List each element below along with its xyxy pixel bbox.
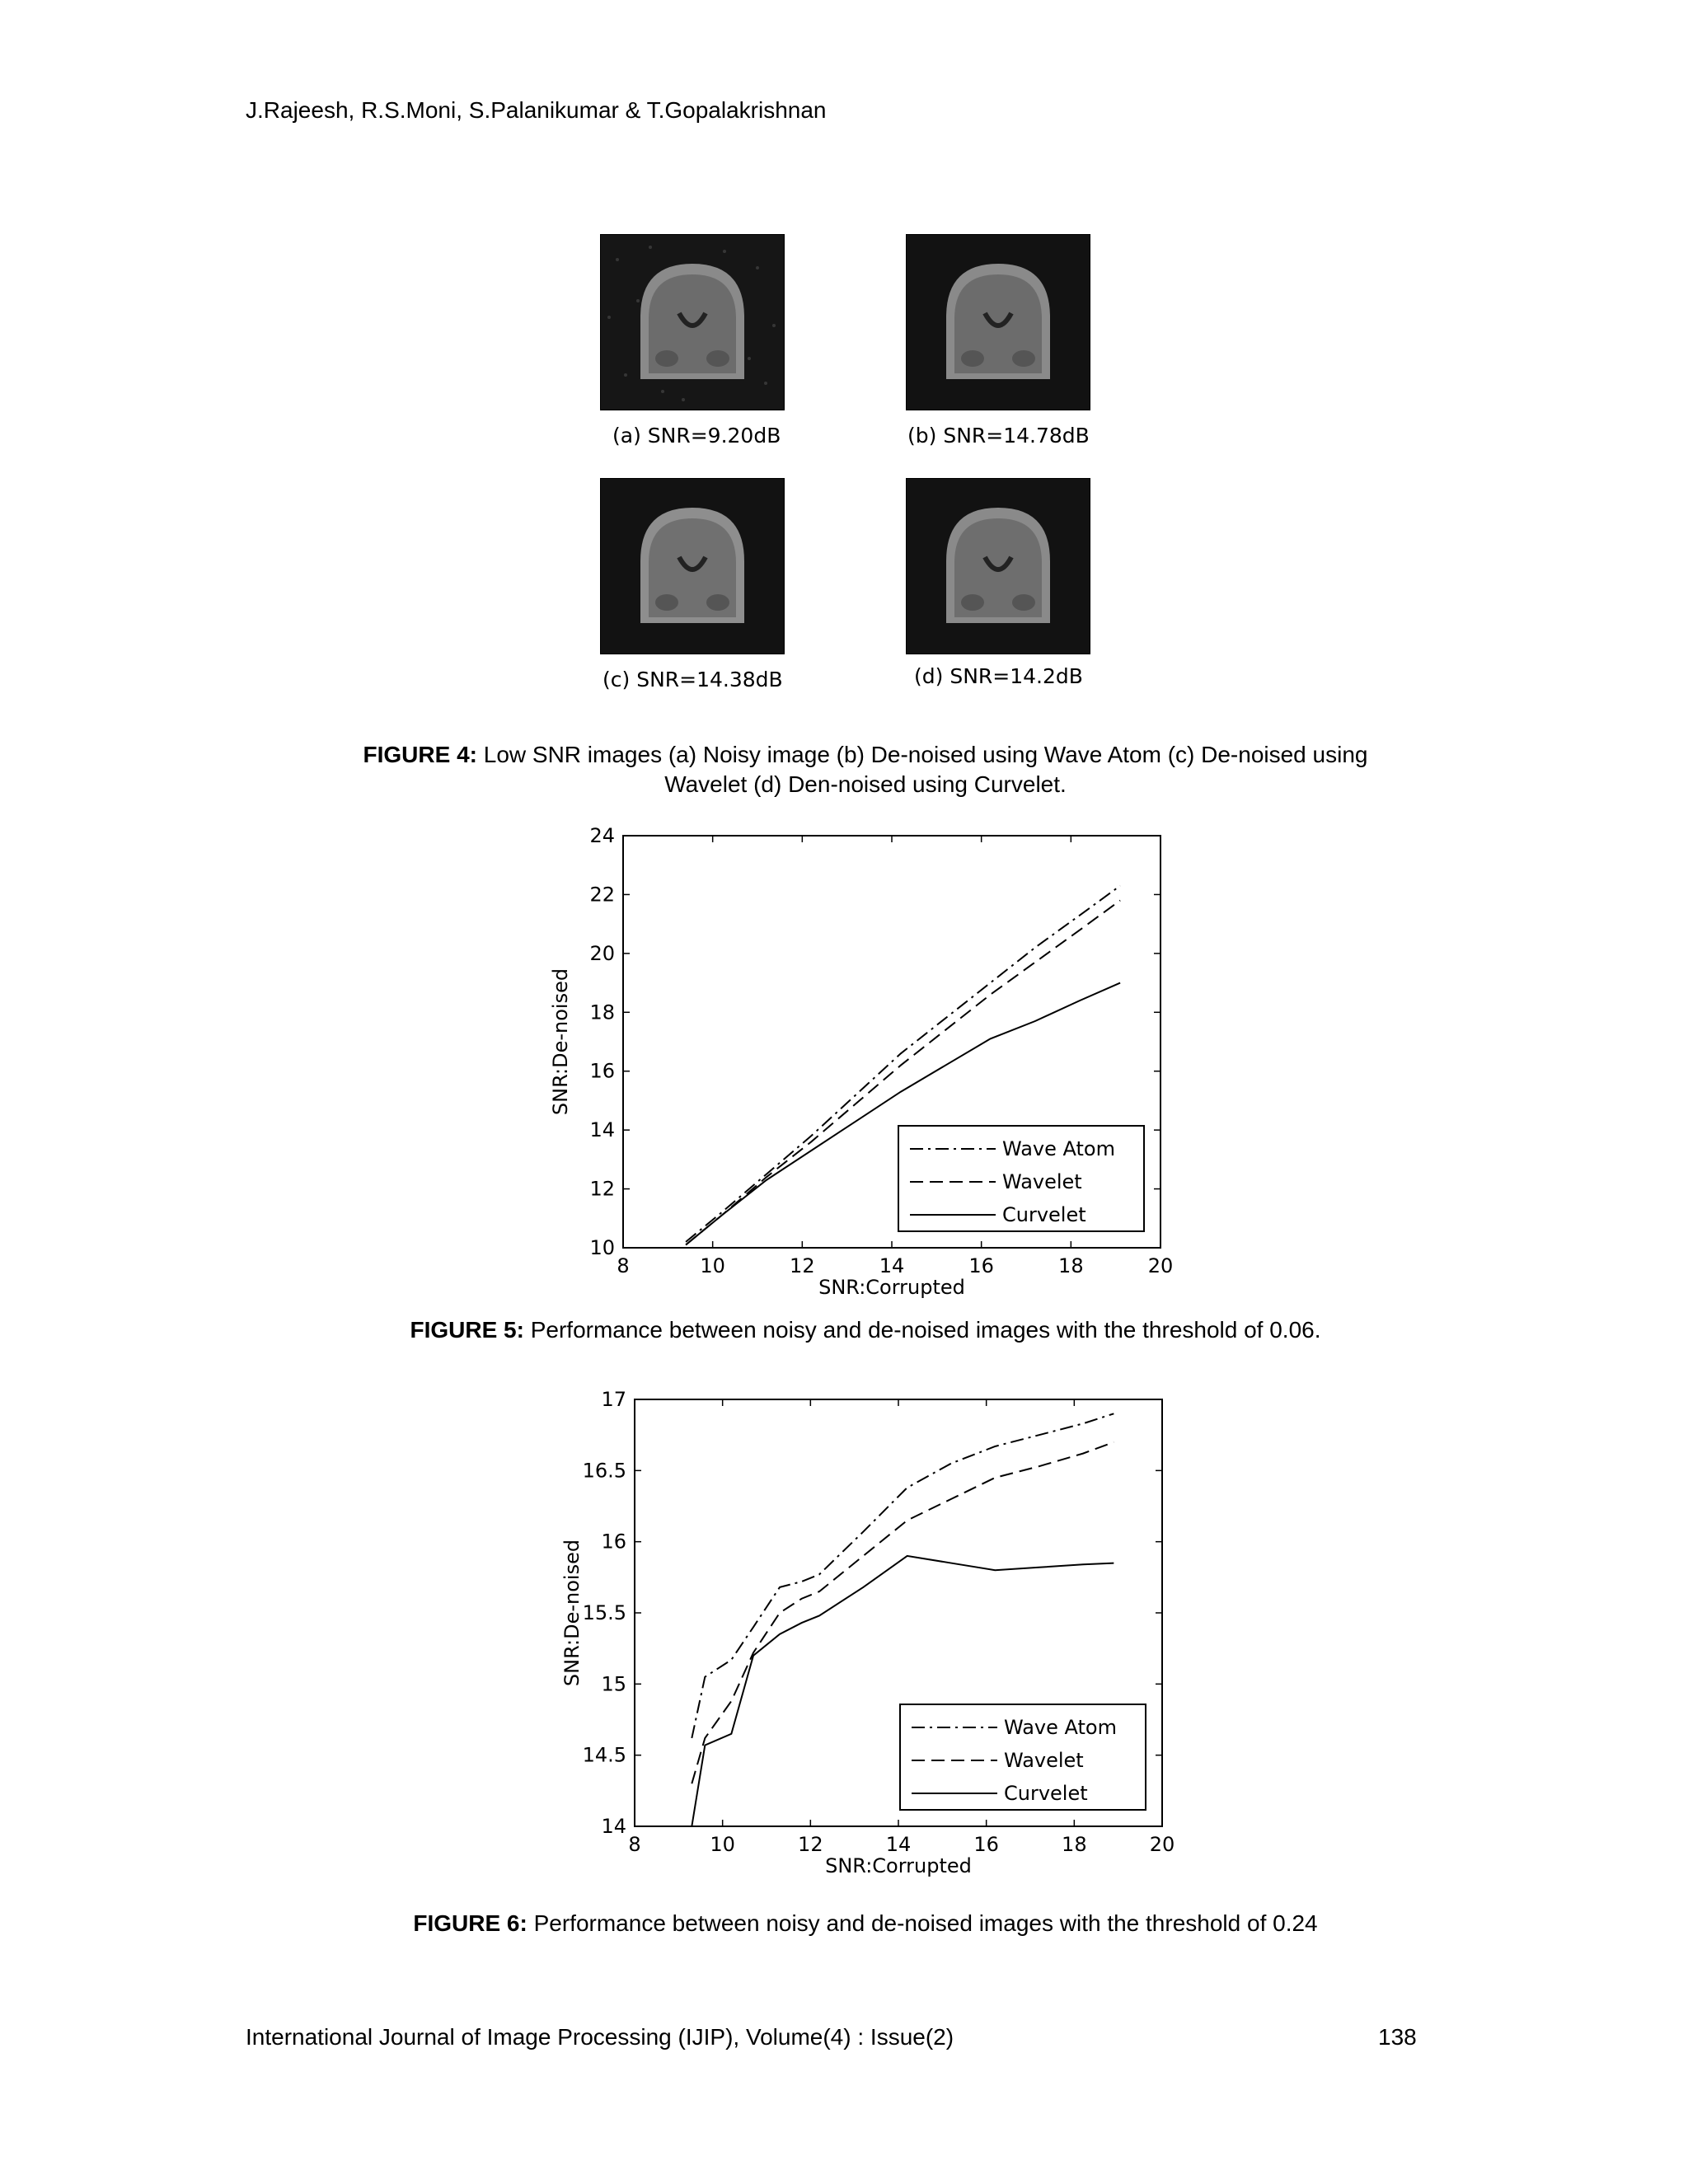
x-tick-label: 12: [798, 1833, 823, 1856]
page-header-authors: J.Rajeesh, R.S.Moni, S.Palanikumar & T.Gopalakrishnan: [246, 97, 827, 123]
y-tick-label: 12: [589, 1177, 615, 1201]
figure-5-caption-text: Performance between noisy and de-noised images with the threshold of 0.06.: [523, 1317, 1321, 1343]
figure-6-chart: [528, 1385, 1203, 1896]
y-tick-label: 24: [589, 824, 615, 847]
x-tick-label: 20: [1147, 1254, 1174, 1277]
x-axis-label: SNR:Corrupted: [825, 1854, 972, 1877]
panel-label-a: (a) SNR=9.20dB: [612, 424, 781, 448]
figure-5-chart-svg: [528, 816, 1203, 1310]
figure-6-caption-label: FIGURE 6:: [413, 1910, 528, 1936]
y-tick-label: 15.5: [582, 1601, 626, 1624]
y-axis-label: SNR:De-noised: [560, 1539, 584, 1687]
y-tick-label: 16: [589, 1059, 615, 1083]
footer-journal: International Journal of Image Processing (IJIP), Volume(4) : Issue(2): [246, 2024, 954, 2050]
figure-5-caption-label: FIGURE 5:: [410, 1317, 524, 1343]
brain-scan-image: [601, 235, 784, 410]
figure-4-caption-text-2: Wavelet (d) Den-noised using Curvelet.: [664, 771, 1067, 798]
figure-6-caption: [313, 1909, 1418, 1938]
x-tick-label: 14: [879, 1254, 905, 1277]
legend-label: Wave Atom: [1002, 1137, 1115, 1160]
x-tick-label: 18: [1058, 1254, 1084, 1277]
x-tick-label: 20: [1149, 1833, 1175, 1856]
footer-page-number: 138: [1378, 2024, 1417, 2050]
y-tick-label: 14: [601, 1815, 626, 1838]
y-tick-label: 22: [589, 883, 615, 907]
x-tick-label: 10: [700, 1254, 725, 1277]
figure-4-image-grid: [482, 196, 1187, 715]
figure-6-caption-text: Performance between noisy and de-noised images with the threshold of 0.24: [527, 1910, 1318, 1936]
x-tick-label: 16: [968, 1254, 994, 1277]
y-tick-label: 14: [589, 1118, 615, 1142]
figure-6-chart-svg: [528, 1385, 1203, 1896]
mri-image-noisy: [600, 234, 785, 410]
y-axis-label: SNR:De-noised: [549, 968, 572, 1116]
y-tick-label: 18: [589, 1001, 615, 1024]
legend-label: Curvelet: [1002, 1203, 1086, 1226]
y-tick-label: 20: [589, 941, 615, 965]
y-tick-label: 16: [601, 1530, 626, 1554]
y-tick-label: 10: [589, 1236, 615, 1259]
x-tick-label: 10: [710, 1833, 735, 1856]
x-tick-label: 16: [973, 1833, 999, 1856]
brain-scan-image: [907, 479, 1090, 654]
y-tick-label: 15: [601, 1672, 626, 1696]
figure-4-caption: [313, 740, 1418, 800]
mri-image-curvelet: [906, 478, 1090, 654]
mri-image-wave-atom: [906, 234, 1090, 410]
panel-label-b: (b) SNR=14.78dB: [907, 424, 1090, 448]
figure-4-caption-label: FIGURE 4:: [363, 742, 477, 767]
legend-label: Wave Atom: [1004, 1716, 1117, 1739]
x-tick-label: 14: [885, 1833, 912, 1856]
y-tick-label: 14.5: [582, 1743, 626, 1767]
figure-5-chart: [528, 816, 1203, 1310]
mri-image-wavelet: [600, 478, 785, 654]
figure-5-caption: [313, 1315, 1418, 1345]
panel-label-d: (d) SNR=14.2dB: [914, 664, 1083, 688]
brain-scan-image: [601, 479, 784, 654]
x-tick-label: 12: [790, 1254, 815, 1277]
panel-label-c: (c) SNR=14.38dB: [603, 668, 783, 691]
legend-label: Wavelet: [1004, 1749, 1084, 1772]
x-tick-label: 8: [628, 1833, 641, 1856]
legend-label: Curvelet: [1004, 1782, 1088, 1805]
y-tick-label: 17: [601, 1388, 626, 1411]
legend-label: Wavelet: [1002, 1170, 1082, 1193]
brain-scan-image: [907, 235, 1090, 410]
x-tick-label: 8: [617, 1254, 630, 1277]
figure-4-caption-text-1: Low SNR images (a) Noisy image (b) De-noised using Wave Atom (c) De-noised using: [476, 742, 1368, 767]
x-axis-label: SNR:Corrupted: [818, 1276, 965, 1299]
y-tick-label: 16.5: [582, 1459, 626, 1483]
x-tick-label: 18: [1062, 1833, 1087, 1856]
